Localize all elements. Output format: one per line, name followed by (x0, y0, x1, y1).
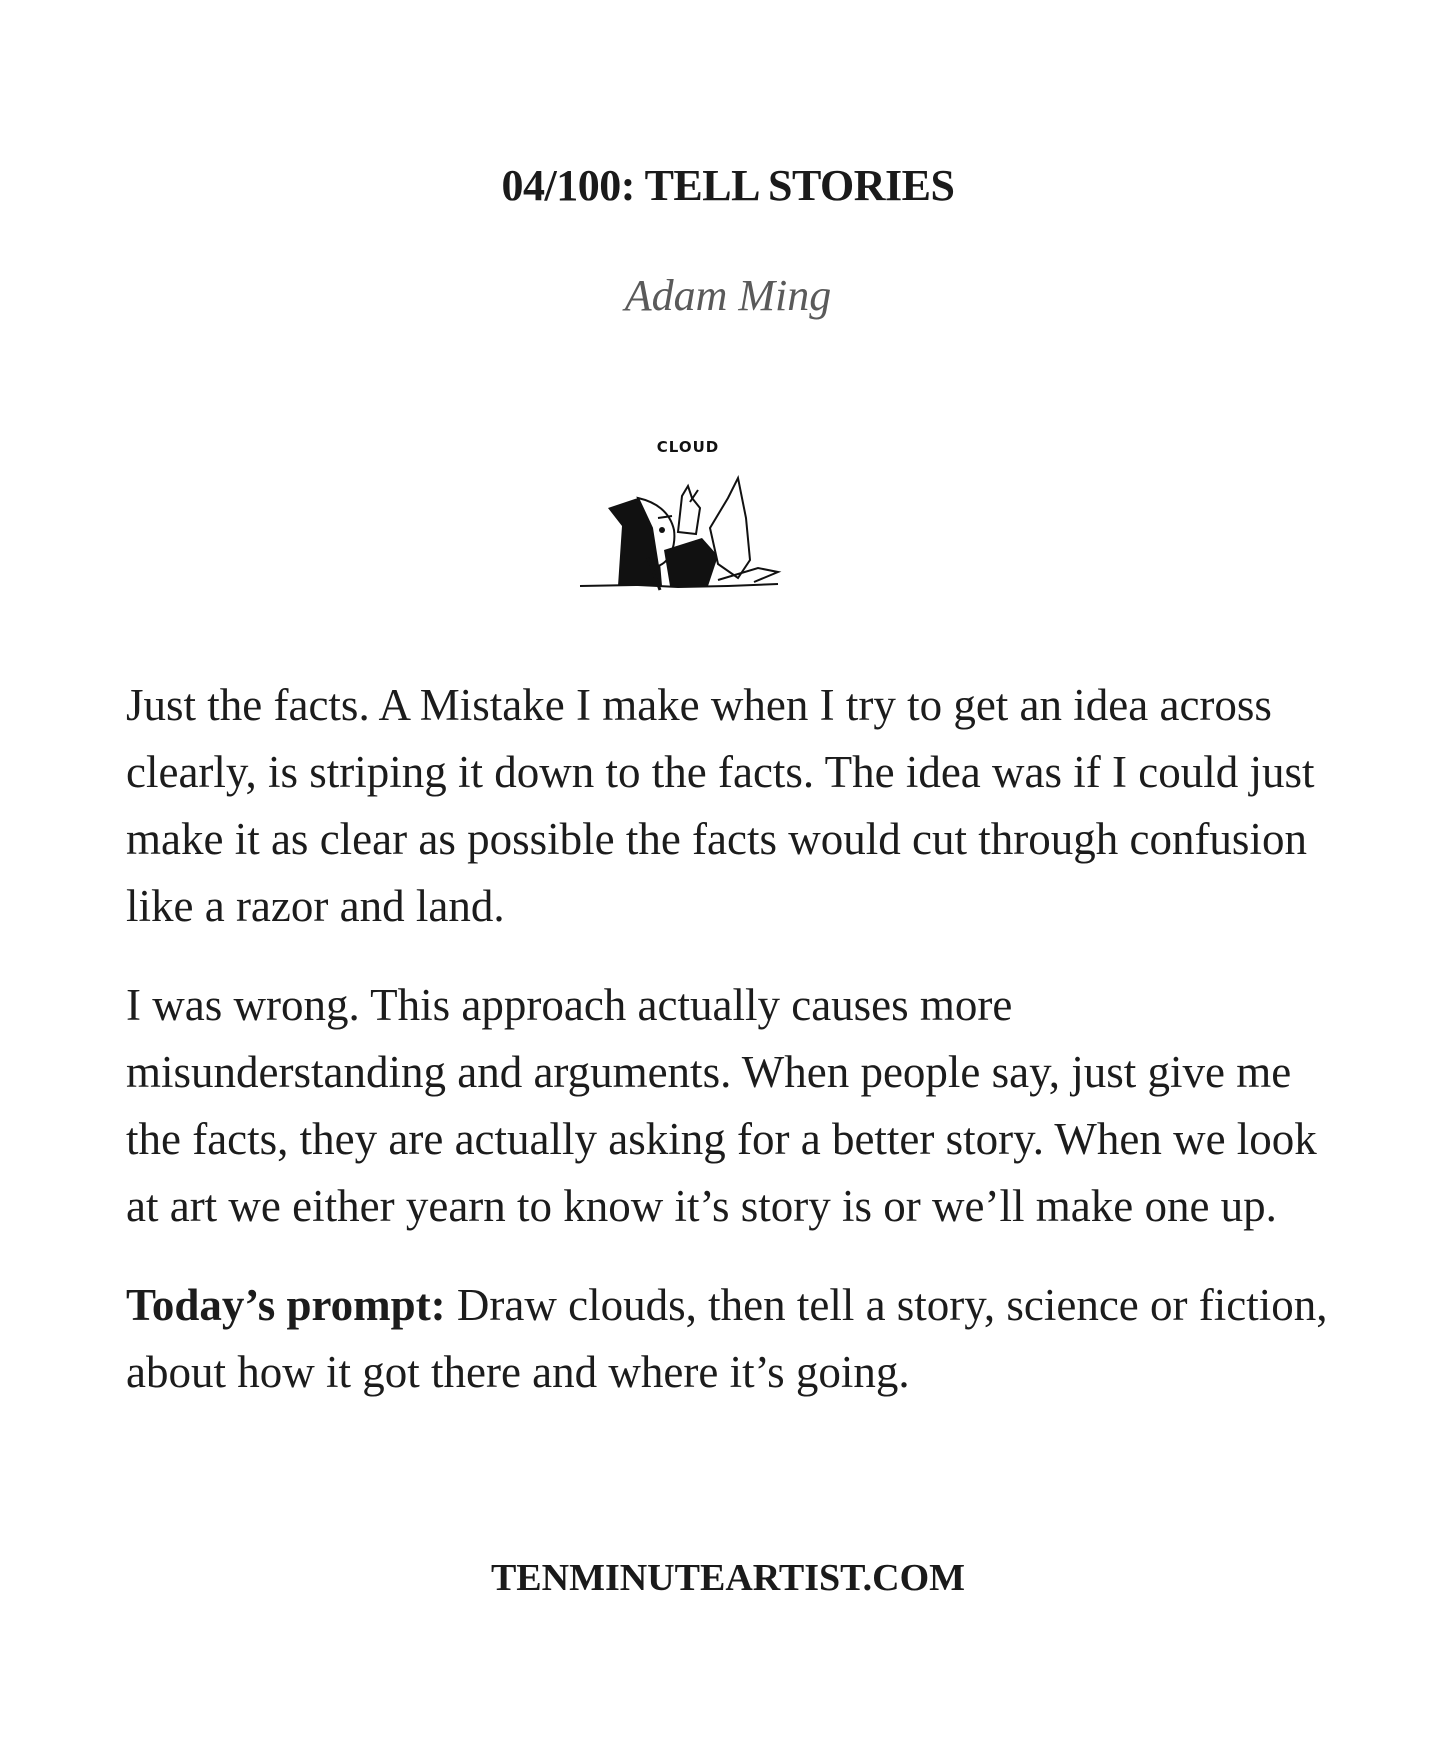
prompt-paragraph (126, 1272, 1336, 1406)
person-lying-drawing-icon (578, 468, 798, 598)
illustration-caption: CLOUD (656, 438, 720, 456)
paragraph-2: I was wrong. This approach actually causes more misunderstanding and arguments. When people say, just give me the facts, they are actually asking for a better story. When we look at art we either yearn to know it’s story is or we’ll make one up. (126, 980, 1317, 1231)
article-body (126, 672, 1336, 1438)
paragraph-1: Just the facts. A Mistake I make when I try to get an idea across clearly, is striping it down to the facts. The idea was if I could just make it as clear as possible the facts would cut through confusion like a razor and land. (126, 680, 1315, 931)
prompt-label: Today’s prompt: (126, 1280, 446, 1330)
illustration (578, 438, 798, 598)
prompt-text: Draw clouds, then tell a story, science or fiction, about how it got there and where it’s going. (126, 1280, 1328, 1397)
author-name: Adam Ming (624, 271, 832, 320)
page-title: 04/100: TELL STORIES (501, 161, 955, 210)
footer-site: TENMINUTEARTIST.COM (490, 1557, 966, 1599)
